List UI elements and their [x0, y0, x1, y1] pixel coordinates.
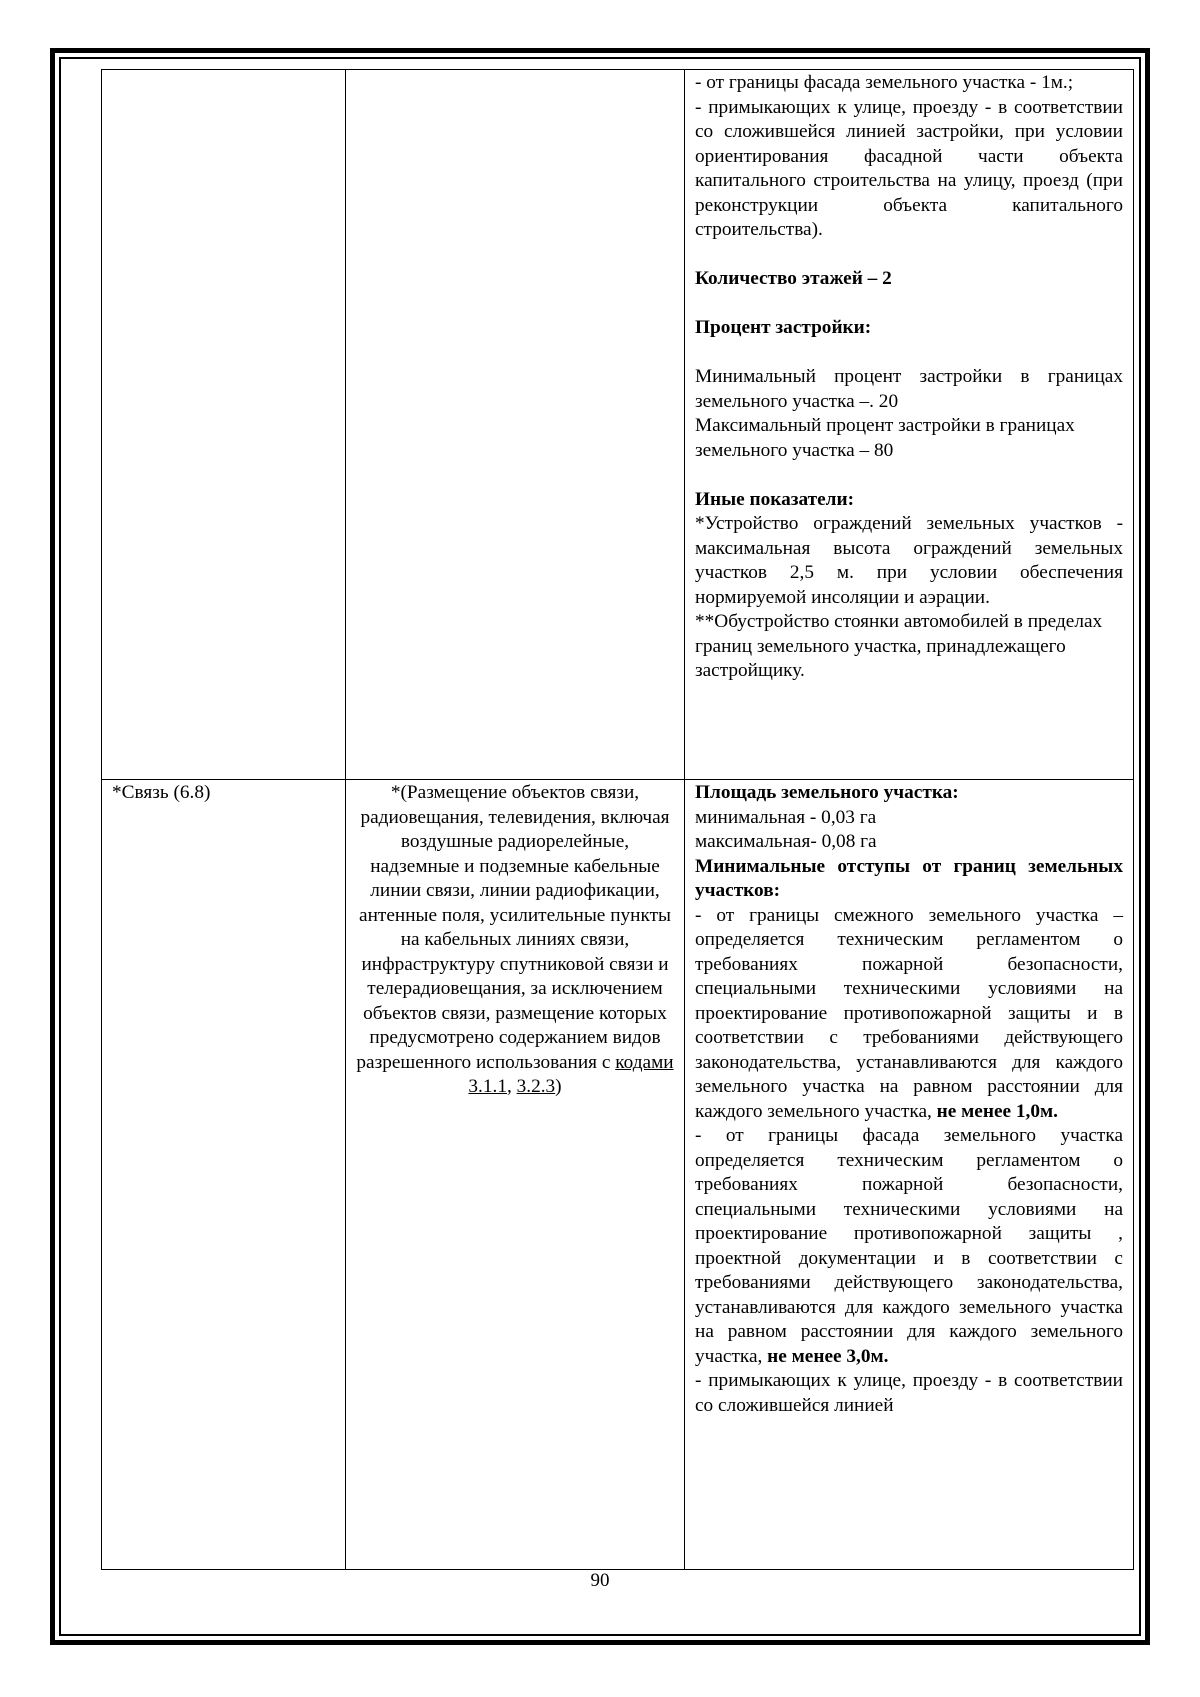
parameters-cell — [685, 780, 1134, 1570]
max-percent-text: Максимальный процент застройки в границах земельного участка – 80 — [695, 415, 1075, 461]
floors-count: Количество этажей – 2 — [695, 268, 892, 289]
adjacent-setback-text — [695, 904, 1123, 1125]
use-description-cell — [346, 70, 685, 780]
code-separator: , — [506, 1076, 517, 1097]
use-description-text: *(Размещение объектов связи, радиовещания, телевидения, включая воздушные радиорелейные, надземные и подземные кабельные линии связи, линии радиофикации, антенные поля, усилительные пункты на кабельных линиях связи, инфраструктуру спутниковой связи и телерадиовещания, за исключением объектов связи, размещение которых предусмотрено содержанием видов разрешенного использования с — [356, 782, 671, 1073]
table-row — [102, 70, 1134, 780]
street-setback-text: - примыкающих к улице, проезду - в соответствии со сложившейся линией — [695, 1370, 1123, 1416]
adjacent-setback-body: - от границы смежного земельного участка – определяется техническим регламентом о требованиях пожарной безопасности, специальными техническими условиями на проектирование противопожарной защиты и в соответствии с требованиями действующего законодательства, устанавливаются для каждого земельного участка на равном расстоянии для каждого земельного участка, — [695, 904, 1123, 1122]
adjacent-setback-value: не менее 1,0м. — [936, 1100, 1058, 1122]
min-percent-text: Минимальный процент застройки в границах земельного участка –. 20 — [695, 366, 1123, 412]
page-number: 90 — [590, 1570, 610, 1591]
table-row — [102, 780, 1134, 1570]
parking-text: **Обустройство стоянки автомобилей в пределах границ земельного участка, принадлежащего застройщику. — [695, 611, 1103, 681]
fence-text: *Устройство ограждений земельных участков - максимальная высота ограждений земельных участков 2,5 м. при условии обеспечения нормируемой инсоляции и аэрации. — [695, 513, 1123, 608]
area-heading: Площадь земельного участка: — [695, 782, 959, 803]
facade-setback-text — [695, 1124, 1123, 1369]
area-max-text: максимальная- 0,08 га — [695, 831, 877, 852]
parameters-cell — [685, 70, 1134, 780]
facade-setback-text: - от границы фасада земельного участка - 1м.; — [695, 72, 1074, 93]
facade-setback-value: не менее 3,0м. — [767, 1345, 889, 1367]
area-min-text: минимальная - 0,03 га — [695, 806, 877, 828]
street-setback-text: - примыкающих к улице, проезду - в соответствии со сложившейся линией застройки, при условии ориентирования фасадной части объекта капитального строительства на улицу, проезд (при реконструкции объекта капитального строительства). — [695, 96, 1123, 240]
setbacks-heading: Минимальные отступы от границ земельных участков: — [695, 855, 1123, 901]
regulations-table — [101, 69, 1134, 1570]
other-indicators-heading: Иные показатели: — [695, 488, 855, 510]
facade-setback-body: - от границы фасада земельного участка определяется техническим регламентом о требованиях пожарной безопасности, специальными техническими условиями на проектирование противопожарной защиты , проектной документации и в соответствии с требованиями действующего законодательства, устанавливаются для каждого земельного участка на равном расстоянии для каждого земельного участка, — [695, 1125, 1123, 1367]
use-type-label: *Связь (6.8) — [112, 782, 211, 803]
use-type-cell — [102, 70, 346, 780]
use-description-cell — [346, 780, 685, 1570]
code-link-3-1-1[interactable]: кодами 3.1.1 — [468, 1051, 674, 1097]
closing-paren: ) — [555, 1076, 562, 1097]
percent-heading: Процент застройки: — [695, 317, 872, 338]
use-type-cell — [102, 780, 346, 1570]
code-link-3-2-3[interactable]: 3.2.3 — [516, 1076, 556, 1097]
